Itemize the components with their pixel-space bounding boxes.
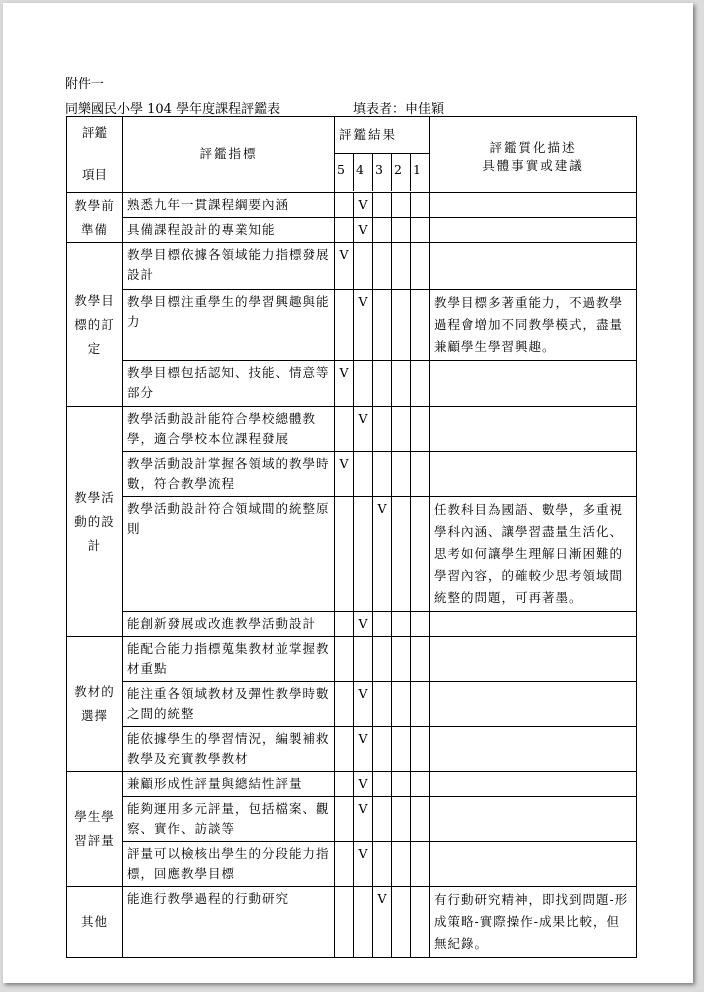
score-mark-cell: [411, 218, 430, 243]
score-mark-cell: V: [354, 407, 373, 452]
header-result-cell: [335, 117, 430, 193]
score-scale: [335, 154, 429, 191]
header-item-cell: [67, 117, 123, 193]
description-cell: [430, 243, 637, 290]
score-mark-cell: [335, 290, 354, 361]
score-mark-cell: [411, 797, 430, 842]
category-line: 動的設: [74, 513, 115, 529]
score-mark-cell: [335, 193, 354, 218]
table-row: [67, 193, 637, 218]
score-mark-cell: [392, 772, 411, 797]
category-line: 教材的: [74, 684, 115, 699]
score-mark-cell: [392, 243, 411, 290]
score-mark-cell: [335, 682, 354, 727]
description-cell: [430, 452, 637, 497]
score-mark-cell: [411, 682, 430, 727]
table-row: [67, 727, 637, 772]
score-mark-cell: V: [335, 361, 354, 407]
score-mark-cell: [373, 243, 392, 290]
header-desc-line2: 具體事實或建議: [482, 158, 584, 173]
indicator-cell: 教學活動設計能符合學校總體教學，適合學校本位課程發展: [123, 407, 335, 452]
score-mark-cell: [354, 887, 373, 958]
score-mark-cell: [411, 612, 430, 637]
score-mark-cell: V: [335, 452, 354, 497]
score-mark-cell: [392, 612, 411, 637]
score-mark-cell: [411, 243, 430, 290]
score-4: 4: [354, 154, 373, 191]
score-mark-cell: V: [354, 727, 373, 772]
score-mark-cell: [354, 243, 373, 290]
score-mark-cell: [392, 290, 411, 361]
category-line: 其他: [80, 914, 108, 929]
category-line: 計: [87, 537, 102, 553]
score-mark-cell: V: [354, 612, 373, 637]
score-mark-cell: [373, 290, 392, 361]
score-mark-cell: [392, 407, 411, 452]
table-row: [67, 243, 637, 290]
indicator-cell: 教學目標包括認知、技能、情意等部分: [123, 361, 335, 407]
description-cell: [430, 193, 637, 218]
category-cell: [67, 772, 123, 887]
category-cell: [67, 887, 123, 958]
table-row: [67, 452, 637, 497]
score-mark-cell: [335, 887, 354, 958]
header-desc-cell: [430, 117, 637, 193]
score-mark-cell: V: [354, 797, 373, 842]
score-mark-cell: [392, 452, 411, 497]
description-cell: [430, 727, 637, 772]
score-mark-cell: [373, 772, 392, 797]
score-mark-cell: [354, 497, 373, 612]
score-mark-cell: [392, 682, 411, 727]
category-cell: [67, 243, 123, 407]
table-row: [67, 361, 637, 407]
category-line: 準備: [80, 221, 108, 237]
score-mark-cell: V: [354, 193, 373, 218]
score-mark-cell: [335, 772, 354, 797]
table-row: [67, 497, 637, 612]
score-mark-cell: [373, 361, 392, 407]
score-mark-cell: [392, 797, 411, 842]
score-mark-cell: [373, 682, 392, 727]
score-mark-cell: [392, 842, 411, 887]
description-cell: [430, 612, 637, 637]
category-line: 習評量: [74, 833, 115, 848]
description-cell: [430, 772, 637, 797]
description-cell: [430, 797, 637, 842]
score-mark-cell: [373, 842, 392, 887]
score-mark-cell: [373, 637, 392, 682]
score-mark-cell: [392, 193, 411, 218]
category-line: 教學前: [74, 197, 115, 213]
score-mark-cell: [373, 452, 392, 497]
score-mark-cell: V: [354, 842, 373, 887]
score-mark-cell: V: [373, 497, 392, 612]
header-result: 評鑑結果: [335, 117, 429, 154]
category-cell: [67, 407, 123, 637]
indicator-cell: 教學目標注重學生的學習興趣與能力: [123, 290, 335, 361]
category-line: 定: [87, 340, 102, 356]
score-mark-cell: [373, 612, 392, 637]
table-row: [67, 797, 637, 842]
score-mark-cell: V: [335, 243, 354, 290]
score-mark-cell: [335, 612, 354, 637]
description-cell: 教學目標多著重能力，不過教學過程會增加不同教學模式，盡量兼顧學生學習興趣。: [430, 290, 637, 361]
score-mark-cell: V: [354, 682, 373, 727]
score-mark-cell: [392, 497, 411, 612]
evaluation-table: [66, 116, 637, 958]
indicator-cell: 能依據學生的學習情況，編製補救教學及充實教學教材: [123, 727, 335, 772]
score-mark-cell: [392, 218, 411, 243]
score-mark-cell: [354, 452, 373, 497]
indicator-cell: 教學目標依據各領域能力指標發展設計: [123, 243, 335, 290]
table-row: [67, 887, 637, 958]
header-indicator: 評鑑指標: [199, 146, 258, 161]
description-cell: 任教科目為國語、數學，多重視學科內涵、讓學習盡量生活化、思考如何讓學生理解日漸困難的學習內容，的確較少思考領域間統整的問題，可再著墨。: [430, 497, 637, 612]
score-mark-cell: [335, 407, 354, 452]
score-mark-cell: V: [373, 887, 392, 958]
score-mark-cell: V: [354, 772, 373, 797]
table-row: [67, 612, 637, 637]
header-indicator-cell: [123, 117, 335, 193]
header-item-line2: 項目: [81, 167, 107, 182]
score-1: 1: [413, 162, 421, 177]
category-cell: [67, 637, 123, 772]
score-mark-cell: [354, 637, 373, 682]
category-line: 選擇: [80, 708, 108, 723]
score-mark-cell: [392, 361, 411, 407]
score-mark-cell: [373, 407, 392, 452]
score-mark-cell: [335, 497, 354, 612]
table-row: [67, 842, 637, 887]
score-mark-cell: [411, 637, 430, 682]
table-row: [67, 772, 637, 797]
filler-name: 填表者：申佳穎: [353, 102, 445, 117]
description-cell: [430, 682, 637, 727]
table-header-row: [67, 117, 637, 193]
description-cell: [430, 637, 637, 682]
score-mark-cell: V: [354, 218, 373, 243]
score-mark-cell: [373, 193, 392, 218]
header-desc-line1: 評鑑質化描述: [489, 140, 577, 155]
attachment-label: 附件一: [65, 77, 105, 92]
table-row: [67, 218, 637, 243]
description-cell: 有行動研究精神，即找到問題-形成策略-實際操作-成果比較，但無紀錄。: [430, 887, 637, 958]
score-mark-cell: [373, 218, 392, 243]
score-mark-cell: [411, 727, 430, 772]
indicator-cell: 能注重各領域教材及彈性教學時數之間的統整: [123, 682, 335, 727]
category-line: 教學活: [74, 489, 115, 505]
description-cell: [430, 842, 637, 887]
description-cell: [430, 407, 637, 452]
indicator-cell: 教學活動設計掌握各領域的教學時數，符合教學流程: [123, 452, 335, 497]
score-mark-cell: [373, 727, 392, 772]
score-mark-cell: [411, 361, 430, 407]
score-mark-cell: [411, 772, 430, 797]
score-mark-cell: [354, 361, 373, 407]
description-cell: [430, 218, 637, 243]
score-mark-cell: [411, 842, 430, 887]
score-mark-cell: [335, 727, 354, 772]
category-line: 標的訂: [74, 316, 115, 332]
indicator-cell: 教學活動設計符合領域間的統整原則: [123, 497, 335, 612]
document-page: [3, 3, 693, 983]
score-mark-cell: [335, 842, 354, 887]
score-mark-cell: [335, 797, 354, 842]
header-item-line1: 評鑑: [81, 125, 107, 140]
score-mark-cell: [411, 452, 430, 497]
category-line: 學生學: [74, 809, 115, 824]
form-title: 同樂國民小學 104 學年度課程評鑑表: [65, 102, 281, 117]
table-row: [67, 290, 637, 361]
score-mark-cell: [392, 637, 411, 682]
description-cell: [430, 361, 637, 407]
score-mark-cell: [411, 887, 430, 958]
score-2: 2: [392, 154, 411, 191]
score-3: 3: [373, 154, 392, 191]
indicator-cell: 兼顧形成性評量與總結性評量: [123, 772, 335, 797]
table-row: [67, 407, 637, 452]
score-mark-cell: [411, 497, 430, 612]
indicator-cell: 具備課程設計的專業知能: [123, 218, 335, 243]
score-mark-cell: [392, 727, 411, 772]
indicator-cell: 能進行教學過程的行動研究: [123, 887, 335, 958]
score-mark-cell: V: [354, 290, 373, 361]
indicator-cell: 能配合能力指標蒐集教材並掌握教材重點: [123, 637, 335, 682]
indicator-cell: 能創新發展或改進教學活動設計: [123, 612, 335, 637]
indicator-cell: 熟悉九年一貫課程綱要內涵: [123, 193, 335, 218]
category-line: 教學目: [74, 292, 115, 308]
score-mark-cell: [411, 290, 430, 361]
score-mark-cell: [373, 797, 392, 842]
score-mark-cell: [335, 637, 354, 682]
table-row: [67, 637, 637, 682]
category-cell: [67, 193, 123, 243]
indicator-cell: 評量可以檢核出學生的分段能力指標，回應教學目標: [123, 842, 335, 887]
score-5: 5: [335, 154, 354, 191]
score-mark-cell: [335, 218, 354, 243]
score-mark-cell: [392, 887, 411, 958]
table-row: [67, 682, 637, 727]
indicator-cell: 能夠運用多元評量，包括檔案、觀察、實作、訪談等: [123, 797, 335, 842]
score-mark-cell: [411, 407, 430, 452]
score-mark-cell: [411, 193, 430, 218]
